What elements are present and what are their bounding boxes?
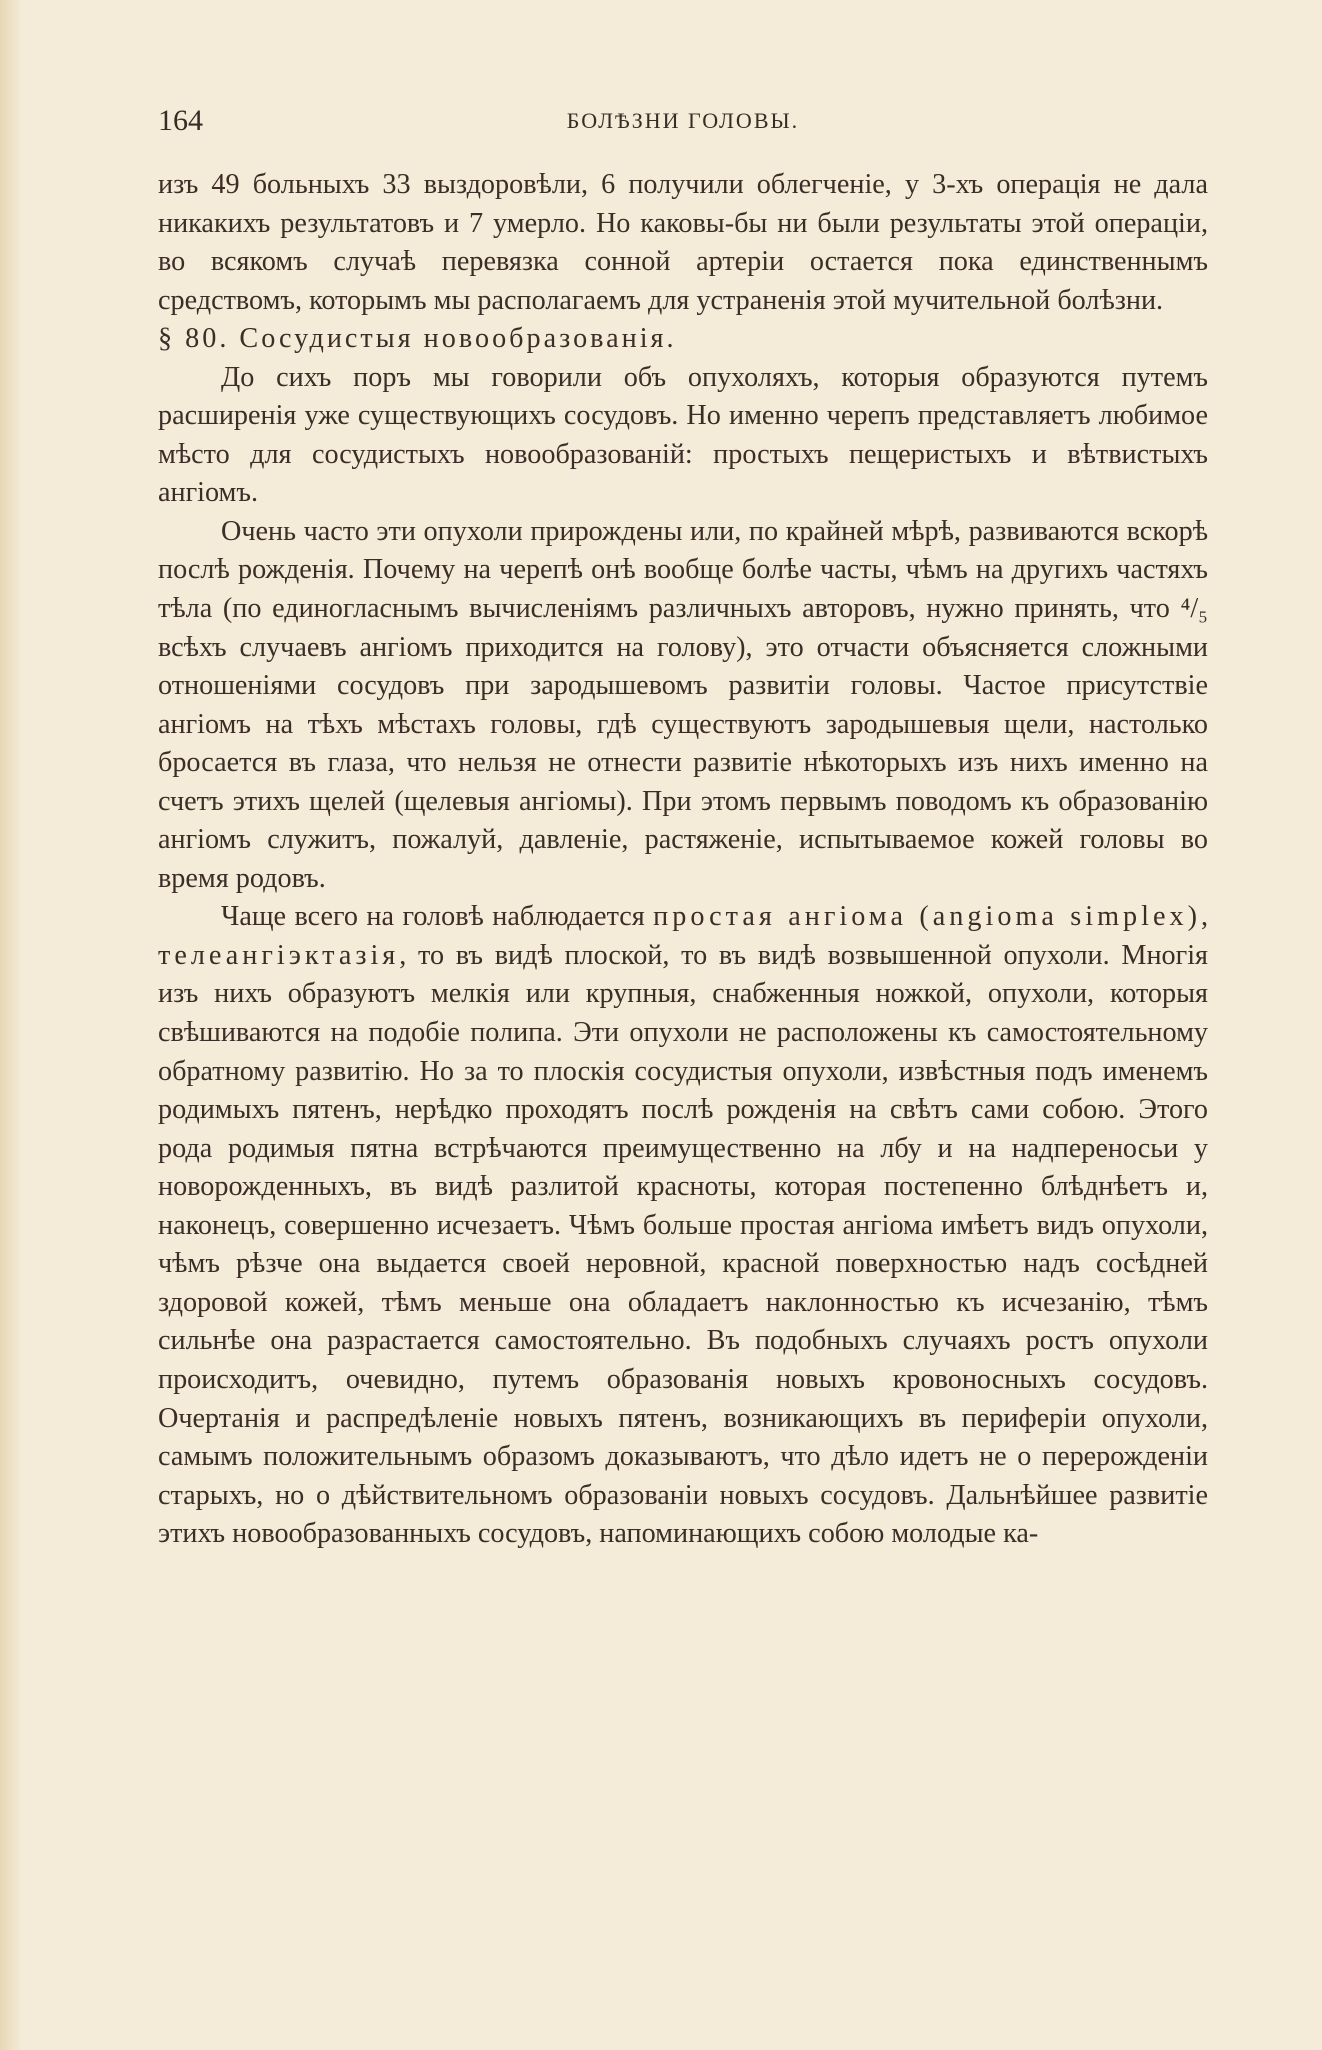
term-teleangiectasia: телеангіэктазія bbox=[158, 939, 400, 971]
paragraph-4 bbox=[158, 898, 1208, 1553]
paragraph-4-comma: , bbox=[1200, 901, 1208, 933]
paragraph-1: изъ 49 больныхъ 33 выздоровѣли, 6 получили облегченіе, у 3-хъ операція не дала никакихъ результатовъ и 7 умерло. Но каковы-бы ни были результаты этой операціи, во всякомъ случаѣ перевязка сонной артеріи остается пока единственнымъ средствомъ, которымъ мы располагаемъ для устраненія этой мучительной болѣзни. bbox=[158, 169, 1208, 316]
page-header bbox=[158, 96, 1208, 146]
section-heading: § 80. Сосудистыя новообразованія. bbox=[158, 323, 677, 355]
paragraph-2: До сихъ поръ мы говорили объ опухоляхъ, которыя образуются путемъ расширенія уже существующихъ сосудовъ. Но именно черепъ представляетъ любимое мѣсто для сосудистыхъ новообразованій: простыхъ пещеристыхъ и вѣтвистыхъ ангіомъ. bbox=[158, 361, 1208, 509]
paragraph-3: Очень часто эти опухоли прирождены или, по крайней мѣрѣ, развиваются вскорѣ послѣ рожденія. Почему на черепѣ онѣ вообще болѣе часты, чѣмъ на другихъ частяхъ тѣла (по единогласнымъ вычисленіямъ различныхъ авторовъ, нужно принять, что ⁴/₅ всѣхъ случаевъ ангіомъ приходится на голову), это отчасти объясняется сложными отношеніями сосудовъ при зародышевомъ развитіи головы. Частое присутствіе ангіомъ на тѣхъ мѣстахъ головы, гдѣ существуютъ зародышевыя щели, настолько бросается въ глаза, что нельзя не отнести развитіе нѣкоторыхъ изъ нихъ именно на счетъ этихъ щелей (щелевыя ангіомы). При этомъ первымъ поводомъ къ образованію ангіомъ служитъ, пожалуй, давленіе, растяженіе, испытываемое кожей головы во время родовъ. bbox=[158, 515, 1208, 894]
term-angioma-simplex: простая ангіома (angioma simplex) bbox=[653, 901, 1201, 933]
paragraph-4-start: Чаще всего на головѣ наблюдается bbox=[221, 901, 654, 933]
running-title: БОЛѢЗНИ ГОЛОВЫ. bbox=[566, 108, 800, 133]
body-text bbox=[158, 166, 1208, 1554]
paragraph-4-rest: , то въ видѣ плоской, то въ видѣ возвышенной опухоли. Многія изъ нихъ образуютъ мелкія или крупныя, снабженныя ножкой, опухоли, которыя свѣшиваются на подобіе полипа. Эти опухоли не расположены къ самостоятельному обратному развитію. Но за то плоскія сосудистыя опухоли, извѣстныя подъ именемъ родимыхъ пятенъ, нерѣдко проходятъ послѣ рожденія на свѣтъ сами собою. Этого рода родимыя пятна встрѣчаются преимущественно на лбу и на надпереносьи у новорожденныхъ, въ видѣ разлитой красноты, которая постепенно блѣднѣетъ и, наконецъ, совершенно исчезаетъ. Чѣмъ больше простая ангіома имѣетъ видъ опухоли, чѣмъ рѣзче она выдается своей неровной, красной поверхностью надъ сосѣдней здоровой кожей, тѣмъ меньше она обладаетъ наклонностью къ исчезанію, тѣмъ сильнѣе она разрастается самостоятельно. Въ подобныхъ случаяхъ ростъ опухоли происходитъ, очевидно, путемъ образованія новыхъ кровоносныхъ сосудовъ. Очертанія и распредѣленіе новыхъ пятенъ, возникающихъ въ периферіи опухоли, самымъ положительнымъ образомъ доказываютъ, что дѣло идетъ не о перерожденіи старыхъ, но о дѣйствительномъ образованіи новыхъ сосудовъ. Дальнѣйшее развитіе этихъ новообразованныхъ сосудовъ, напоминающихъ собою молодые ка- bbox=[158, 939, 1208, 1550]
page-number: 164 bbox=[158, 104, 203, 137]
